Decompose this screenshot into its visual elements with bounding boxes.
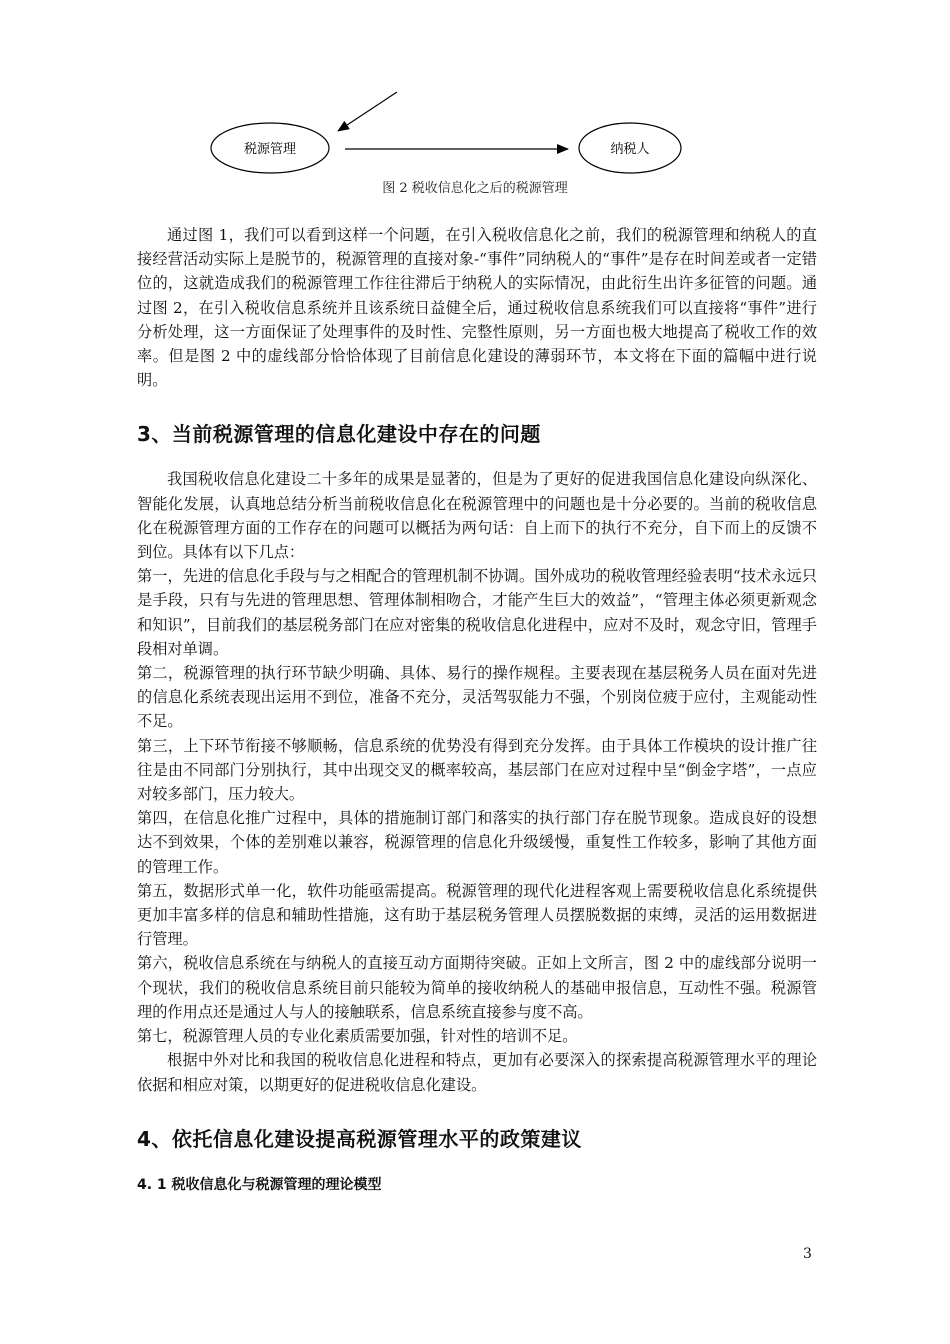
- paragraph-point-2: 第二，税源管理的执行环节缺少明确、具体、易行的操作规程。主要表现在基层税务人员在面对先进的信息化系统表现出运用不到位，准备不充分，灵活驾驭能力不强，个别岗位疲于应付，主观能动性不足。: [137, 664, 817, 731]
- node-right-label: 纳税人: [610, 142, 650, 157]
- paragraph-conclusion: 根据中外对比和我国的税收信息化进程和特点，更加有必要深入的探索提高税源管理水平的理论依据和相应对策，以期更好的促进税收信息化建设。: [137, 1051, 817, 1094]
- paragraph-point-1: 第一，先进的信息化手段与与之相配合的管理机制不协调。国外成功的税收管理经验表明“技术永远只是手段，只有与先进的管理思想、管理体制相吻合，才能产生巨大的效益”，“管理主体必须更新观念和知识”，目前我们的基层税务部门在应对密集的税收信息化进程中，应对不及时，观念守旧，管理手段相对单调。: [137, 567, 817, 658]
- paragraph-point-7: 第七，税源管理人员的专业化素质需要加强，针对性的培训不足。: [137, 1027, 578, 1046]
- diagonal-arrow: [338, 92, 397, 131]
- paragraph-point-6: 第六，税收信息系统在与纳税人的直接互动方面期待突破。正如上文所言，图 2 中的虚线部分说明一个现状，我们的税收信息系统目前只能较为简单的接收纳税人的基础申报信息，互动性不强。税源管理的作用点还是通过人与人的接触联系，信息系统直接参与度不高。: [137, 954, 817, 1021]
- page-content: [137, 223, 817, 1194]
- section-heading-4: 4、依托信息化建设提高税源管理水平的政策建议: [137, 1126, 582, 1151]
- figure-caption: 图 2 税收信息化之后的税源管理: [382, 181, 568, 196]
- paragraph-intro: 通过图 1，我们可以看到这样一个问题，在引入税收信息化之前，我们的税源管理和纳税人的直接经营活动实际上是脱节的，税源管理的直接对象-“事件”同纳税人的“事件”是存在时间差或者一定错位的，这就造成我们的税源管理工作往往滞后于纳税人的实际情况，由此衍生出许多征管的问题。通过图 2，在引入税收信息系统并且该系统日益健全后，通过税收信息系统我们可以直接将“事件”进行分析处理，这一方面保证了处理事件的及时性、完整性原则，另一方面也极大地提高了税收工作的效率。但是图 2 中的虚线部分恰恰体现了目前信息化建设的薄弱环节，本文将在下面的篇幅中进行说明。: [137, 226, 817, 390]
- paragraph-point-4: 第四，在信息化推广过程中，具体的措施制订部门和落实的执行部门存在脱节现象。造成良好的设想达不到效果，个体的差别难以兼容，税源管理的信息化升级缓慢，重复性工作较多，影响了其他方面的管理工作。: [137, 809, 817, 876]
- page-number: 3: [803, 1246, 812, 1262]
- paragraph-section3: 我国税收信息化建设二十多年的成果是显著的，但是为了更好的促进我国信息化建设向纵深化、智能化发展，认真地总结分析当前税收信息化在税源管理中的问题也是十分必要的。当前的税收信息化在税源管理方面的工作存在的问题可以概括为两句话：自上而下的执行不充分，自下而上的反馈不到位。具体有以下几点：: [137, 470, 817, 562]
- paragraph-point-3: 第三，上下环节衔接不够顺畅，信息系统的优势没有得到充分发挥。由于具体工作模块的设计推广往往是由不同部门分别执行，其中出现交叉的概率较高，基层部门在应对过程中呈“倒金字塔”，一点应对较多部门，压力较大。: [137, 736, 817, 804]
- subsection-heading-4-1: 4. 1 税收信息化与税源管理的理论模型: [137, 1176, 382, 1193]
- paragraph-point-5: 第五，数据形式单一化，软件功能亟需提高。税源管理的现代化进程客观上需要税收信息化系统提供更加丰富多样的信息和辅助性措施，这有助于基层税务管理人员摆脱数据的束缚，灵活的运用数据进行管理。: [137, 881, 817, 949]
- section-heading-3: 3、当前税源管理的信息化建设中存在的问题: [137, 422, 541, 447]
- node-left-label: 税源管理: [243, 142, 297, 157]
